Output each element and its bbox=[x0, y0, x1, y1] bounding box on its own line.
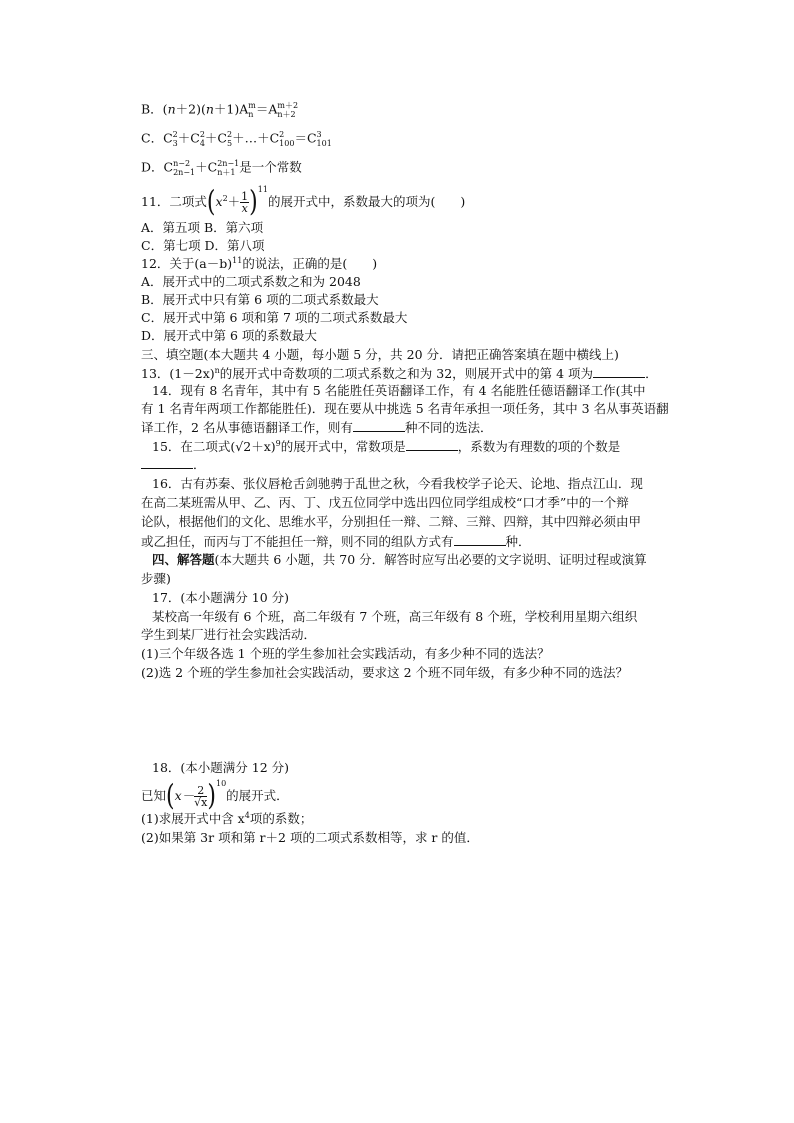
q15-line-2: ． bbox=[141, 456, 206, 473]
q15-answer-blank-1 bbox=[406, 438, 458, 451]
q17-part-1: (1)三个年级各选 1 个班的学生参加社会实践活动，有多少种不同的选法？ bbox=[141, 646, 550, 661]
q17-line-1: 某校高一年级有 6 个班，高二年级有 7 个班，高三年级有 8 个班，学校利用星期六组织 bbox=[152, 609, 638, 624]
q18-part-2: (2)如果第 3r 项和第 r＋2 项的二项式系数相等，求 r 的值． bbox=[141, 830, 479, 845]
q10-option-b: B．(n＋2)(n＋1)A m n ＝A m＋2 n＋2 bbox=[141, 101, 299, 119]
q11-option-ab: A．第五项 B．第六项 bbox=[141, 220, 264, 235]
section-4-heading-cont: 步骤) bbox=[141, 571, 171, 586]
q12-option-d: D．展开式中第 6 项的系数最大 bbox=[141, 328, 317, 343]
q12-stem: 12．关于$(a-b)^{11}$的说法，正确的是( ) bbox=[141, 255, 378, 271]
q12-option-c: C．展开式中第 6 项和第 7 项的二项式系数最大 bbox=[141, 310, 408, 325]
q16-line-2: 在高二某班需从甲、乙、丙、丁、戊五位同学中选出四位同学组成校“口才季”中的一个辩 bbox=[141, 495, 629, 510]
section-3-heading: 三、填空题(本大题共 4 小题，每小题 5 分，共 20 分．请把正确答案填在题中横线上) bbox=[141, 347, 619, 362]
q14-answer-blank bbox=[353, 419, 405, 432]
q16-answer-blank bbox=[454, 533, 506, 546]
q16-line-1: 16．古有苏秦、张仪唇枪舌剑驰骋于乱世之秋，今看我校学子论天、论地、指点江山．现 bbox=[152, 476, 643, 491]
q16-line-4: 或乙担任，而丙与丁不能担任一辩，则不同的组队方式有 种． bbox=[141, 534, 531, 549]
q18-heading: 18．(本小题满分 12 分) bbox=[152, 760, 290, 775]
q12-option-b: B．展开式中只有第 6 项的二项式系数最大 bbox=[141, 292, 379, 307]
q15-answer-blank-2 bbox=[141, 456, 193, 469]
q18-stem: 已知(x－ $\frac{2}{√x}$ )$^{10}$的展开式． bbox=[141, 779, 289, 813]
q11-option-cd: C．第七项 D．第八项 bbox=[141, 238, 265, 253]
q18-part-1: (1)求展开式中含 $x^4$项的系数； bbox=[141, 810, 313, 826]
q16-line-3: 论队，根据他们的文化、思维水平，分别担任一辩、二辩、三辩、四辩，其中四辩必须由甲 bbox=[141, 514, 642, 529]
q17-part-2: (2)选 2 个班的学生参加社会实践活动，要求这 2 个班不同年级，有多少种不同的选法？ bbox=[141, 665, 629, 680]
q15-line-1: 15．在二项式$(√2+x)^9$的展开式中，常数项是 ，系数为有理数的项的个数是 bbox=[152, 438, 621, 454]
q11-stem: 11．二项式($x^2+$ $\frac{1}{x}$ )$^{11}$的展开式中，系数最大的项为( ) bbox=[141, 185, 466, 219]
q10-option-d: D．C n−2 2n−1 ＋C 2n−1 n＋1 是一个常数 bbox=[141, 159, 302, 177]
q13: 13．$(1-2x)^n$的展开式中奇数项的二项式系数之和为 32，则展开式中的第 4 项为 ． bbox=[141, 365, 658, 381]
section-4-heading: 四、解答题(本大题共 6 小题，共 70 分．解答时应写出必要的文字说明、证明过程或演算 bbox=[152, 552, 647, 567]
q10-option-c: C．C 2 3 ＋C 2 4 ＋C 2 5 ＋…＋C 2 100 ＝C 3 101 bbox=[141, 130, 332, 148]
q13-answer-blank bbox=[593, 365, 645, 378]
q17-heading: 17．(本小题满分 10 分) bbox=[152, 590, 290, 605]
q14-line-3: 译工作，2 名从事德语翻译工作，则有 种不同的选法． bbox=[141, 420, 493, 435]
q14-line-1: 14．现有 8 名青年，其中有 5 名能胜任英语翻译工作，有 4 名能胜任德语翻译工作(其中 bbox=[152, 383, 646, 398]
q14-line-2: 有 1 名青年两项工作都能胜任)．现在要从中挑选 5 名青年承担一项任务，其中 3 名从事英语翻 bbox=[141, 401, 669, 416]
q17-line-2: 学生到某厂进行社会实践活动． bbox=[141, 627, 317, 642]
q12-option-a: A．展开式中的二项式系数之和为 2048 bbox=[141, 274, 361, 289]
